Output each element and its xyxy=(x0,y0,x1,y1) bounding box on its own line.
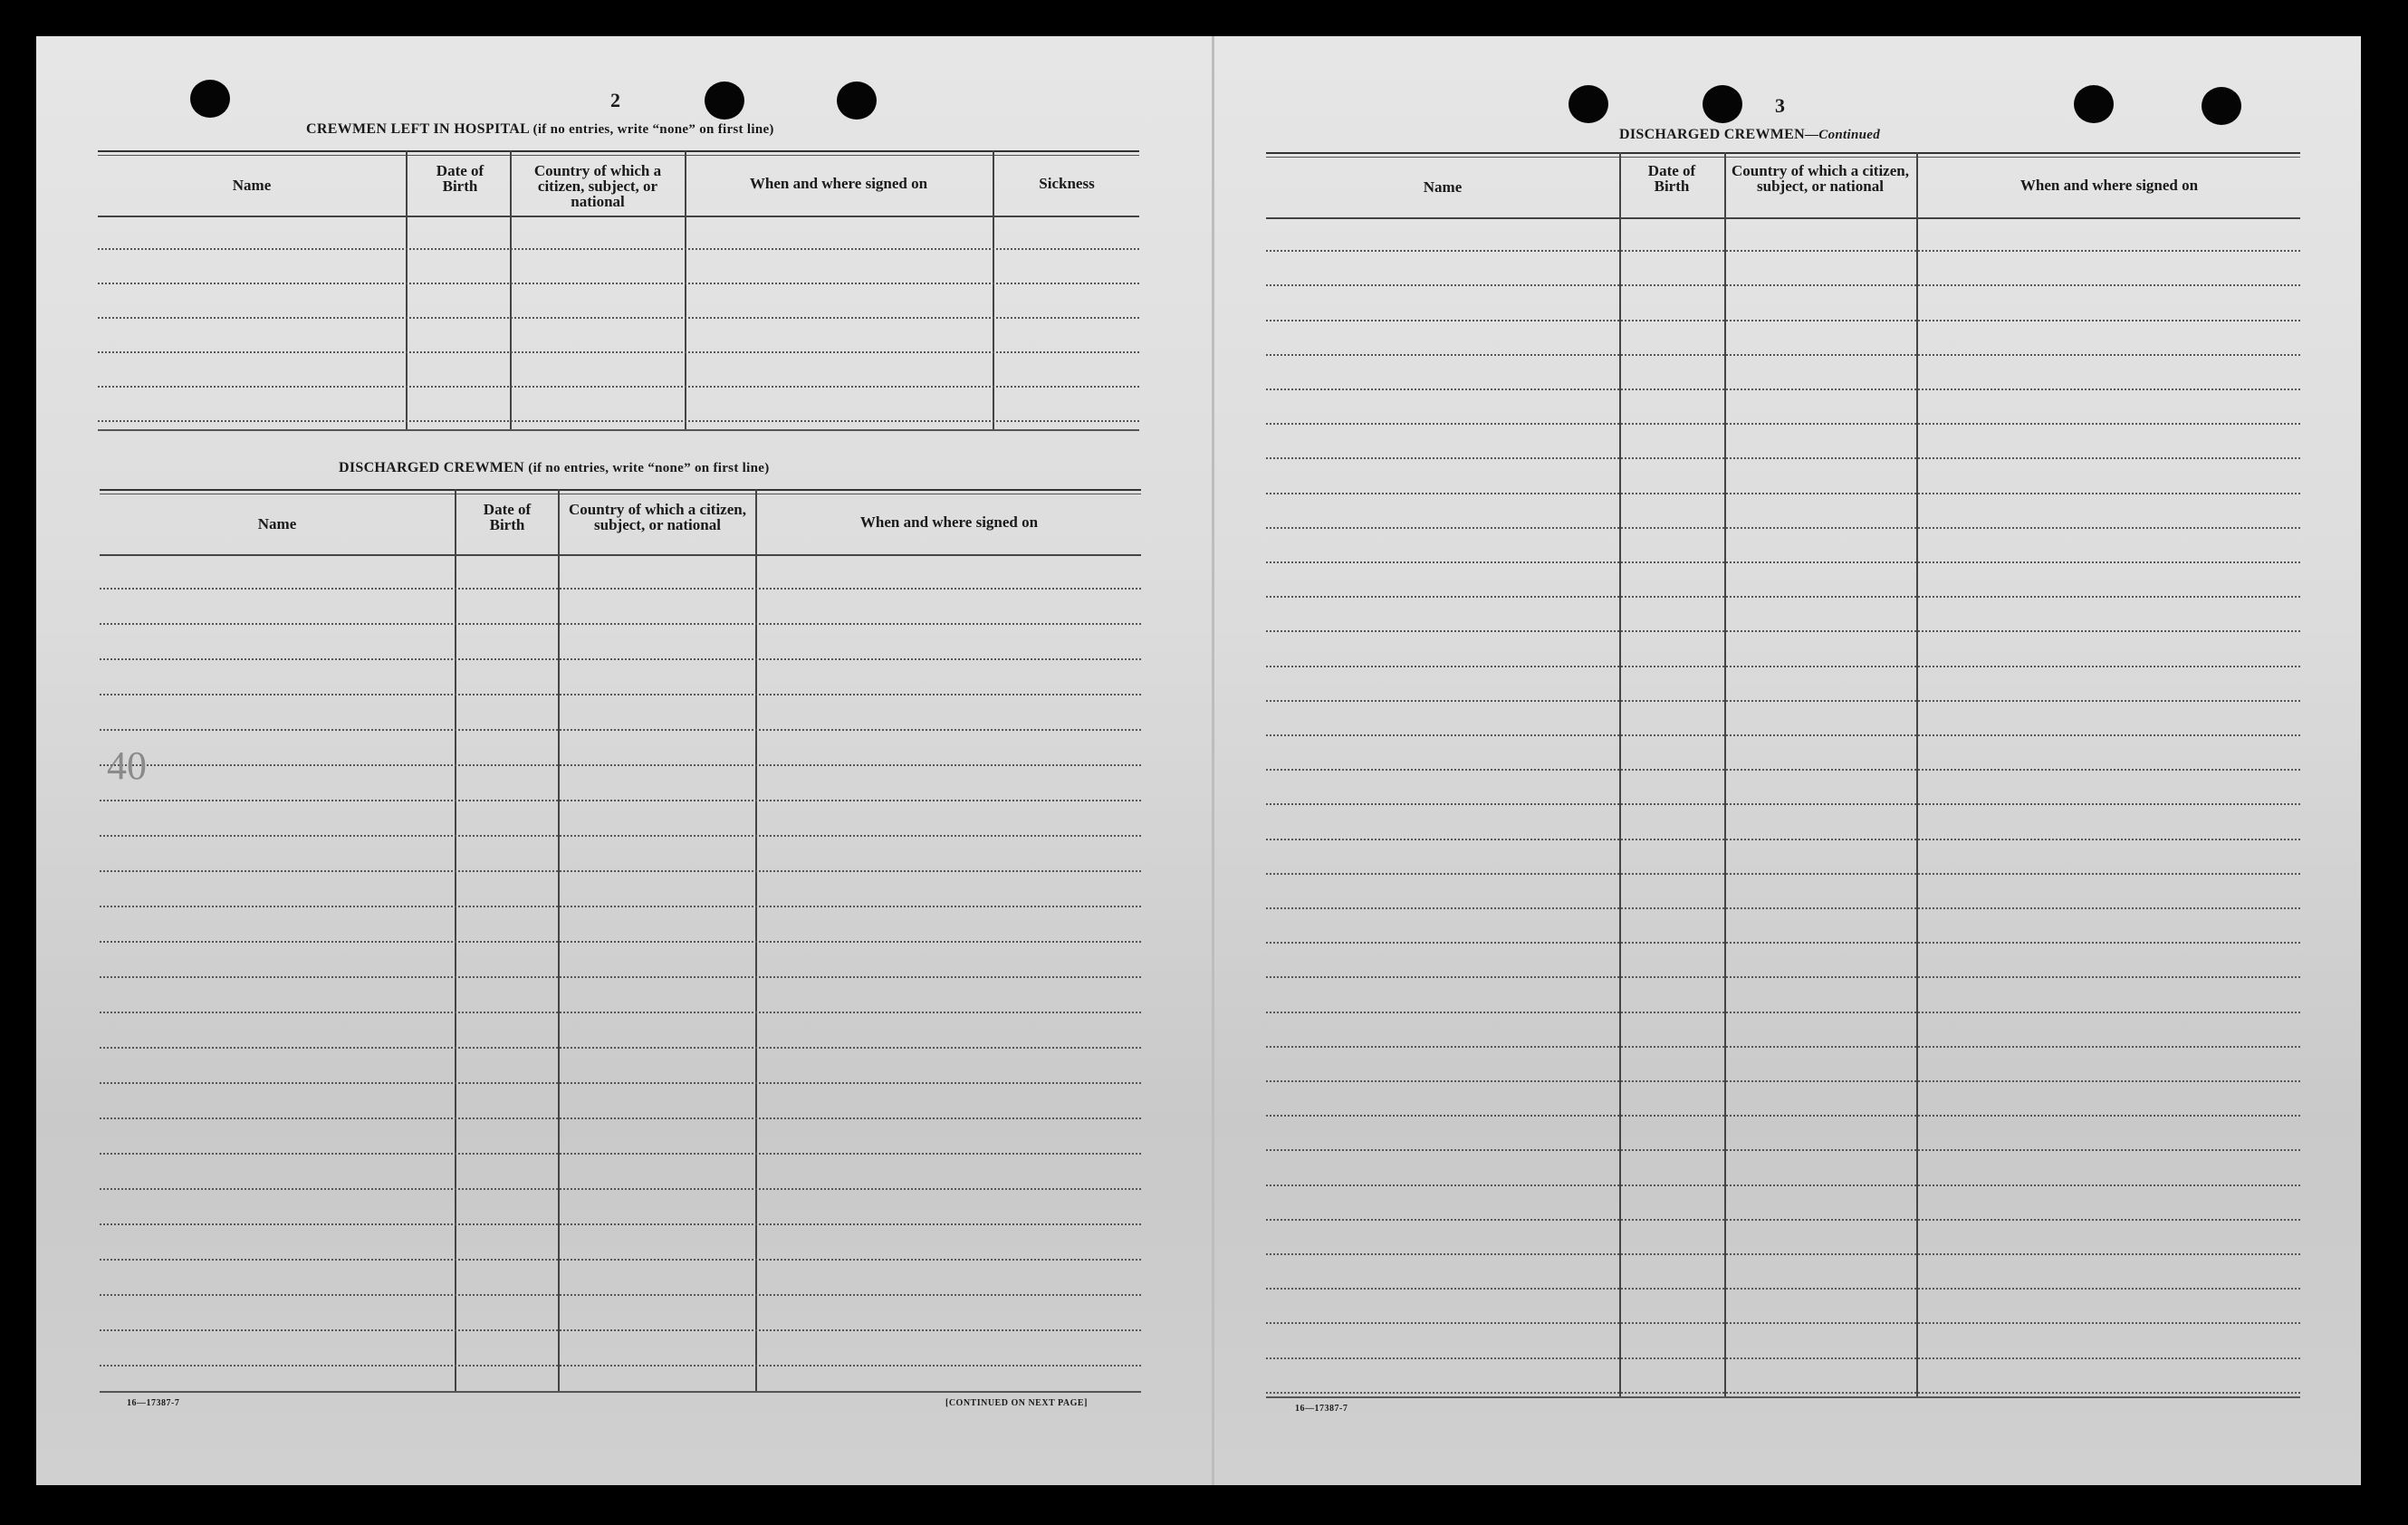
column-header-date-of-birth: Date of Birth xyxy=(483,501,532,533)
row-rule xyxy=(1266,457,2300,459)
column-header-signed-on: When and where signed on xyxy=(859,513,1039,531)
row-rule xyxy=(100,870,1141,872)
row-rule xyxy=(100,1153,1141,1155)
row-rule xyxy=(1266,907,2300,909)
column-header-signed-on: When and where signed on xyxy=(2019,177,2199,194)
row-rule xyxy=(100,835,1141,837)
discharged-table xyxy=(100,489,1141,1393)
row-rule xyxy=(100,658,1141,660)
row-rule xyxy=(98,283,1139,284)
hospital-section-note: (if no entries, write “none” on first line) xyxy=(532,122,774,137)
margin-mark: 40 xyxy=(107,743,147,788)
hospital-table xyxy=(98,150,1139,431)
row-rule xyxy=(100,1082,1141,1084)
column-header-name: Name xyxy=(1423,178,1463,196)
row-rule xyxy=(1266,527,2300,529)
column-header-name: Name xyxy=(232,177,272,194)
row-rule xyxy=(1266,354,2300,356)
row-rule xyxy=(1266,388,2300,390)
column-header-country: Country of which a citizen, subject, or national xyxy=(1732,162,1909,195)
row-rule xyxy=(1266,1046,2300,1048)
row-rule xyxy=(1266,976,2300,978)
row-rule xyxy=(1266,1253,2300,1255)
right-section-heading xyxy=(1619,127,1880,143)
column-header-country: Country of which a citizen, subject, or national xyxy=(569,501,746,533)
row-rule xyxy=(100,1329,1141,1331)
discharged-continued-table xyxy=(1266,152,2300,1398)
row-rule xyxy=(100,976,1141,978)
column-header-sickness: Sickness xyxy=(1039,175,1095,192)
table-rows xyxy=(100,552,1141,1393)
row-rule xyxy=(100,764,1141,766)
table-bottom-rule xyxy=(98,429,1139,431)
column-header-date-of-birth: Date of Birth xyxy=(436,162,484,195)
row-rule xyxy=(98,248,1139,250)
page-fold xyxy=(1212,36,1214,1485)
row-rule xyxy=(1266,1357,2300,1359)
row-rule xyxy=(100,1047,1141,1049)
row-rule xyxy=(1266,666,2300,667)
column-header-country: Country of which a citizen, subject, or national xyxy=(533,162,662,210)
table-bottom-rule xyxy=(100,1391,1141,1393)
right-section-continued: —Continued xyxy=(1804,128,1881,142)
row-rule xyxy=(1266,423,2300,425)
form-number-left: 16—17387-7 xyxy=(127,1398,180,1408)
discharged-section-heading xyxy=(339,460,770,476)
punch-hole xyxy=(190,80,230,118)
discharged-section-note: (if no entries, write “none” on first line) xyxy=(528,461,770,475)
row-rule xyxy=(1266,700,2300,702)
row-rule xyxy=(100,800,1141,801)
row-rule xyxy=(98,386,1139,388)
row-rule xyxy=(1266,1080,2300,1082)
row-rule xyxy=(1266,284,2300,286)
hospital-section-heading xyxy=(306,121,774,138)
row-rule xyxy=(1266,596,2300,598)
row-rule xyxy=(1266,1288,2300,1290)
row-rule xyxy=(1266,803,2300,805)
row-rule xyxy=(100,694,1141,695)
table-rows xyxy=(1266,216,2300,1398)
punch-hole xyxy=(705,82,744,120)
punch-hole xyxy=(2202,87,2241,125)
row-rule xyxy=(1266,1115,2300,1117)
row-rule xyxy=(100,1365,1141,1367)
row-rule xyxy=(1266,1185,2300,1186)
page-number-left: 2 xyxy=(610,89,620,111)
row-rule xyxy=(100,1188,1141,1190)
row-rule xyxy=(1266,942,2300,944)
punch-hole xyxy=(2074,85,2114,123)
row-rule xyxy=(100,1223,1141,1225)
row-rule xyxy=(100,1294,1141,1296)
column-header-date-of-birth: Date of Birth xyxy=(1647,162,1696,195)
row-rule xyxy=(1266,630,2300,632)
row-rule xyxy=(1266,1392,2300,1394)
page-number-right: 3 xyxy=(1775,94,1785,117)
row-rule xyxy=(100,941,1141,943)
row-rule xyxy=(1266,734,2300,736)
row-rule xyxy=(1266,769,2300,771)
right-section-title: DISCHARGED CREWMEN xyxy=(1619,127,1805,142)
row-rule xyxy=(1266,320,2300,321)
row-rule xyxy=(100,1117,1141,1119)
row-rule xyxy=(100,729,1141,731)
punch-hole xyxy=(1703,85,1742,123)
row-rule xyxy=(1266,1322,2300,1324)
row-rule xyxy=(98,420,1139,422)
row-rule xyxy=(1266,873,2300,875)
row-rule xyxy=(100,1012,1141,1013)
discharged-section-title: DISCHARGED CREWMEN xyxy=(339,460,524,475)
row-rule xyxy=(1266,1012,2300,1013)
punch-hole xyxy=(837,82,877,120)
column-header-signed-on: When and where signed on xyxy=(749,175,928,192)
row-rule xyxy=(1266,250,2300,252)
row-rule xyxy=(100,623,1141,625)
row-rule xyxy=(100,588,1141,590)
table-bottom-rule xyxy=(1266,1396,2300,1398)
column-header-name: Name xyxy=(257,515,297,532)
row-rule xyxy=(1266,839,2300,840)
row-rule xyxy=(1266,1149,2300,1151)
table-rows xyxy=(98,214,1139,431)
hospital-section-title: CREWMEN LEFT IN HOSPITAL xyxy=(306,121,530,137)
form-number-right: 16—17387-7 xyxy=(1295,1404,1348,1414)
row-rule xyxy=(100,906,1141,907)
continued-note: [CONTINUED ON NEXT PAGE] xyxy=(945,1398,1088,1408)
row-rule xyxy=(1266,561,2300,563)
row-rule xyxy=(1266,493,2300,494)
row-rule xyxy=(100,1259,1141,1261)
punch-hole xyxy=(1569,85,1608,123)
row-rule xyxy=(98,317,1139,319)
row-rule xyxy=(98,351,1139,353)
row-rule xyxy=(1266,1219,2300,1221)
